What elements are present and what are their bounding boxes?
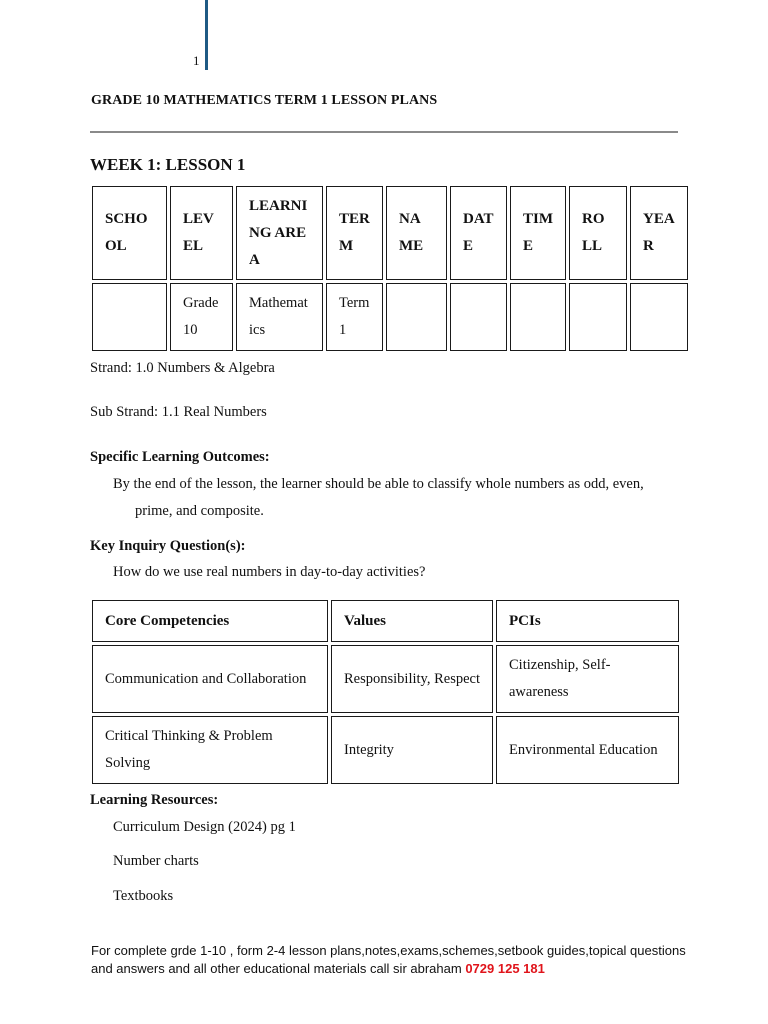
sub-strand-text: Sub Strand: 1.1 Real Numbers	[90, 404, 267, 420]
table-row	[92, 645, 679, 713]
header-values: Values	[331, 600, 493, 642]
cell-term: Term 1	[326, 283, 383, 351]
header-core-competencies: Core Competencies	[92, 600, 328, 642]
outcomes-line-2: prime, and composite.	[135, 503, 264, 519]
cell-pci: Environmental Education	[496, 716, 679, 784]
cell-time	[510, 283, 566, 351]
header-name: NA ME	[386, 186, 447, 280]
cell-value: Integrity	[331, 716, 493, 784]
table-header-row	[92, 600, 679, 642]
cell-year	[630, 283, 688, 351]
page-number: 1	[193, 53, 200, 68]
footer-text: For complete grde 1-10 , form 2-4 lesson plans,notes,exams,schemes,setbook guides,topical questions and answers and all other educational materials call sir abraham	[91, 943, 686, 976]
header-year: YEA R	[630, 186, 688, 280]
header-level: LEV EL	[170, 186, 233, 280]
footer-phone: 0729 125 181	[465, 961, 545, 976]
inquiry-heading: Key Inquiry Question(s):	[90, 538, 246, 554]
header-rule	[205, 0, 208, 70]
cell-date	[450, 283, 507, 351]
header-term: TER M	[326, 186, 383, 280]
week-heading: WEEK 1: LESSON 1	[90, 155, 246, 174]
header-learning-area: LEARNI NG AREA	[236, 186, 323, 280]
footer-note	[91, 942, 691, 978]
table-row	[92, 283, 688, 351]
title-divider	[90, 131, 678, 133]
cell-name	[386, 283, 447, 351]
resource-item: Curriculum Design (2024) pg 1	[113, 819, 296, 835]
header-date: DAT E	[450, 186, 507, 280]
cell-learning-area: Mathemat ics	[236, 283, 323, 351]
inquiry-question: How do we use real numbers in day-to-day activities?	[113, 564, 426, 580]
outcomes-line-1: By the end of the lesson, the learner should be able to classify whole numbers as odd, even,	[113, 476, 644, 492]
header-time: TIM E	[510, 186, 566, 280]
header-pcis: PCIs	[496, 600, 679, 642]
table-row	[92, 716, 679, 784]
cell-level: Grade 10	[170, 283, 233, 351]
resources-heading: Learning Resources:	[90, 792, 219, 808]
cell-pci: Citizenship, Self-awareness	[496, 645, 679, 713]
resource-item: Textbooks	[113, 888, 174, 904]
header-roll: RO LL	[569, 186, 627, 280]
lesson-info-table	[89, 183, 691, 354]
strand-text: Strand: 1.0 Numbers & Algebra	[90, 360, 275, 376]
competency-table	[89, 597, 682, 787]
cell-school	[92, 283, 167, 351]
document-title: GRADE 10 MATHEMATICS TERM 1 LESSON PLANS	[91, 93, 438, 108]
cell-roll	[569, 283, 627, 351]
cell-competency: Communication and Collaboration	[92, 645, 328, 713]
resource-item: Number charts	[113, 853, 199, 869]
outcomes-heading: Specific Learning Outcomes:	[90, 449, 270, 465]
cell-competency: Critical Thinking & Problem Solving	[92, 716, 328, 784]
table-header-row	[92, 186, 688, 280]
cell-value: Responsibility, Respect	[331, 645, 493, 713]
header-school: SCHO OL	[92, 186, 167, 280]
